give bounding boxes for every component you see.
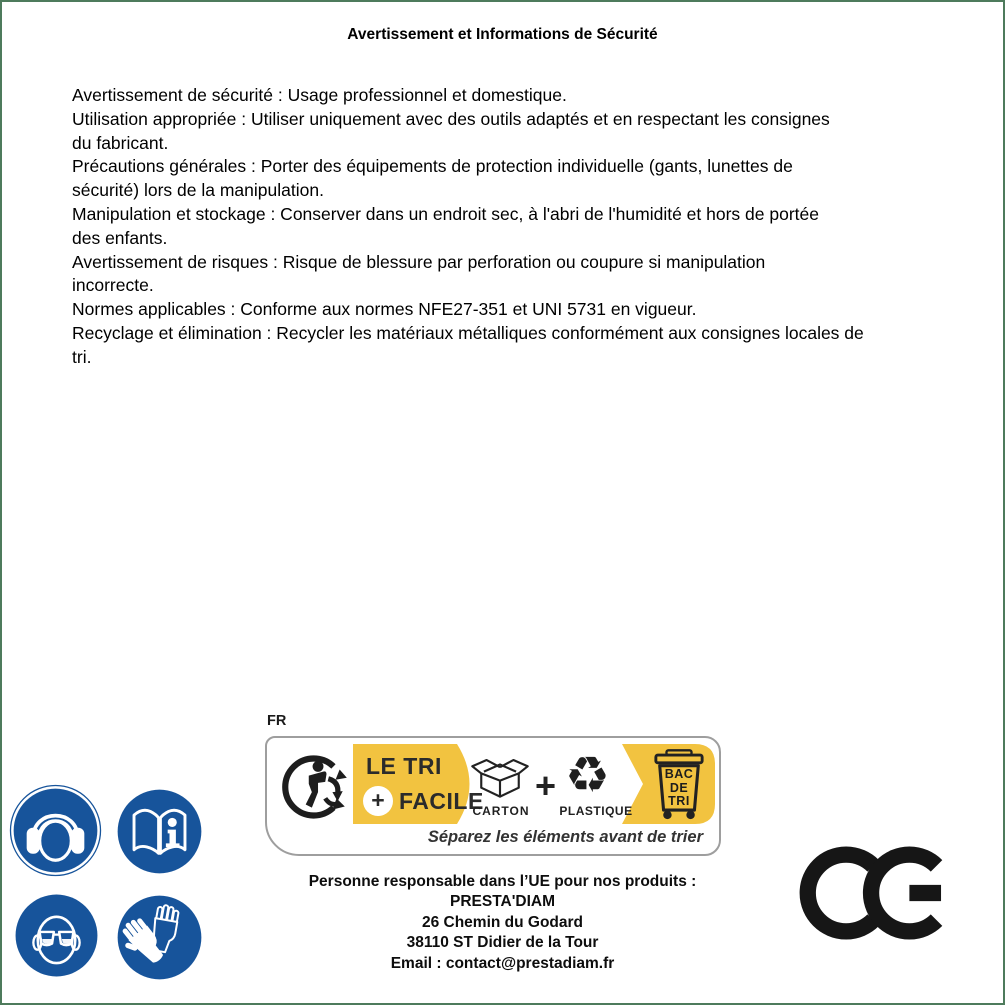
safety-text-line: Avertissement de sécurité : Usage professionnel et domestique.	[72, 85, 567, 105]
recycle-triangle-icon: ♻	[565, 747, 610, 803]
address-street: 26 Chemin du Godard	[421, 913, 584, 931]
ce-marking-icon	[799, 846, 944, 940]
bin-label: BAC DE TRI	[664, 767, 694, 808]
safety-text-line: tri.	[72, 346, 92, 367]
safety-text-line: Recyclage et élimination : Recycler les matériaux métalliques conformément aux consignes locales de	[72, 322, 864, 343]
safety-text-block	[72, 84, 864, 370]
carton-box-icon	[467, 752, 533, 802]
safety-text-line: Avertissement de risques : Risque de blessure par perforation ou coupure si manipulation	[72, 251, 766, 272]
page-title: Avertissement et Informations de Sécurité	[347, 26, 658, 43]
facile-label: FACILE	[399, 788, 484, 814]
safety-text-line: Manipulation et stockage : Conserver dans un endroit sec, à l'abri de l'humidité et hors de portée	[72, 203, 819, 224]
safety-text-line: sécurité) lors de la manipulation.	[72, 180, 324, 201]
sorting-caption: Séparez les éléments avant de trier	[427, 828, 703, 846]
company-name: PRESTA'DIAM	[449, 893, 555, 911]
country-code-label: FR	[267, 713, 287, 729]
plus-circle-icon: +	[363, 786, 393, 816]
read-instruction-manual-icon	[114, 786, 205, 877]
safety-text-line: Normes applicables : Conforme aux normes NFE27-351 et UNI 5731 en vigueur.	[72, 299, 697, 320]
carton-label: CARTON	[472, 804, 530, 818]
contact-email: Email : contact@prestadiam.fr	[390, 954, 615, 972]
safety-text-line: du fabricant.	[72, 132, 169, 153]
plastique-label: PLASTIQUE	[559, 804, 633, 818]
plus-separator: +	[535, 765, 557, 806]
address-city: 38110 ST Didier de la Tour	[406, 934, 599, 952]
safety-text-line: Utilisation appropriée : Utiliser uniquement avec des outils adaptés et en respectant les consignes	[72, 108, 830, 129]
responsible-intro: Personne responsable dans l’UE pour nos produits :	[308, 873, 697, 890]
safety-text-line: Précautions générales : Porter des équipements de protection individuelle (gants, lunettes de	[72, 156, 793, 177]
safety-text-line: des enfants.	[72, 227, 168, 248]
wear-ear-protection-icon	[9, 784, 102, 877]
safety-text-line: incorrecte.	[72, 275, 154, 296]
recycling-info-panel	[265, 736, 721, 856]
le-tri-label: LE TRI	[366, 753, 442, 779]
triman-icon	[281, 748, 353, 826]
